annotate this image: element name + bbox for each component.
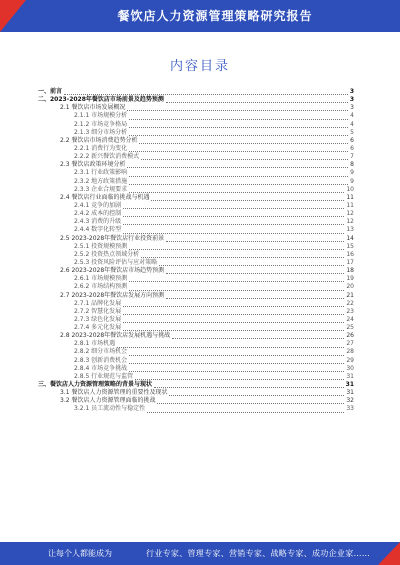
toc-entry-label: 2.4.2 成本的控制 bbox=[74, 210, 122, 218]
toc-leader-dots bbox=[123, 316, 344, 323]
toc-entry-page: 31 bbox=[346, 389, 354, 397]
toc-leader-dots bbox=[129, 178, 348, 185]
toc-entry-label: 2.7 2023-2028年餐饮店发展方向预测 bbox=[60, 291, 165, 299]
toc-entry[interactable] bbox=[38, 300, 354, 308]
toc-entry-label: 2.4.3 消费的升级 bbox=[74, 218, 122, 226]
toc-leader-dots bbox=[159, 259, 344, 266]
toc-entry-label: 一、前言 bbox=[38, 87, 63, 95]
toc-leader-dots bbox=[166, 267, 344, 274]
toc-entry-page: 20 bbox=[346, 283, 354, 291]
toc-leader-dots bbox=[123, 202, 344, 209]
toc-entry[interactable] bbox=[38, 129, 354, 137]
toc-entry-page: 13 bbox=[346, 226, 354, 234]
table-of-contents bbox=[38, 88, 354, 414]
toc-leader-dots bbox=[129, 365, 344, 372]
toc-entry-page: 24 bbox=[346, 315, 354, 323]
toc-entry[interactable] bbox=[38, 316, 354, 324]
toc-entry-label: 2.8.5 行业规范与监管 bbox=[74, 372, 134, 380]
toc-entry[interactable] bbox=[38, 373, 354, 381]
toc-leader-dots bbox=[123, 300, 344, 307]
toc-entry-page: 25 bbox=[346, 324, 354, 332]
toc-entry-page: 21 bbox=[346, 291, 354, 299]
toc-entry-page: 23 bbox=[346, 307, 354, 315]
toc-entry-page: 27 bbox=[346, 340, 354, 348]
toc-entry-page: 9 bbox=[350, 177, 354, 185]
toc-entry[interactable] bbox=[38, 121, 354, 129]
toc-entry[interactable] bbox=[38, 169, 354, 177]
toc-leader-dots bbox=[129, 243, 344, 250]
toc-entry[interactable] bbox=[38, 194, 354, 202]
toc-entry[interactable] bbox=[38, 186, 354, 194]
toc-entry-label: 2.2 餐饮店市场消费趋势分析 bbox=[60, 136, 138, 144]
header-red-accent bbox=[0, 0, 26, 32]
toc-entry-label: 2.4.4 数字化转型 bbox=[74, 226, 122, 234]
toc-entry[interactable] bbox=[38, 365, 354, 373]
toc-entry-label: 2.5 2023-2028年餐饮店行业投资前景 bbox=[60, 234, 165, 242]
toc-entry-page: 12 bbox=[346, 218, 354, 226]
toc-entry-label: 2.7.4 多元化发展 bbox=[74, 324, 122, 332]
toc-entry-page: 28 bbox=[346, 348, 354, 356]
toc-entry-page: 32 bbox=[346, 397, 354, 405]
footer-roles: 行业专家、管理专家、营销专家、战略专家、成功企业家…… bbox=[146, 549, 371, 558]
toc-entry-page: 8 bbox=[350, 161, 354, 169]
toc-entry-label: 2.1 餐饮店市场发展概况 bbox=[60, 104, 126, 112]
toc-entry-page: 30 bbox=[346, 364, 354, 372]
toc-entry-label: 二、2023-2028年餐饮店市场前景及趋势预测 bbox=[38, 96, 164, 104]
toc-entry-label: 2.8.3 创新消费机会 bbox=[74, 356, 128, 364]
toc-leader-dots bbox=[147, 406, 344, 413]
toc-entry-label: 2.6.2 市场结构预测 bbox=[74, 283, 128, 291]
toc-leader-dots bbox=[157, 397, 344, 404]
toc-entry-label: 2.7.3 绿色化发展 bbox=[74, 315, 122, 323]
toc-leader-dots bbox=[129, 113, 348, 120]
toc-entry[interactable] bbox=[38, 267, 354, 275]
toc-entry[interactable] bbox=[38, 226, 354, 234]
toc-leader-dots bbox=[166, 235, 344, 242]
toc-leader-dots bbox=[123, 308, 344, 315]
toc-entry[interactable] bbox=[38, 137, 354, 145]
toc-entry-page: 31 bbox=[346, 372, 354, 380]
toc-leader-dots bbox=[141, 153, 348, 160]
footer-bar bbox=[0, 542, 400, 565]
toc-leader-dots bbox=[129, 357, 344, 364]
toc-entry[interactable] bbox=[38, 259, 354, 267]
toc-entry-label: 2.3.1 行业政策影响 bbox=[74, 169, 128, 177]
toc-entry[interactable] bbox=[38, 88, 354, 96]
toc-entry-page: 33 bbox=[346, 405, 354, 413]
toc-entry[interactable] bbox=[38, 308, 354, 316]
toc-entry-label: 2.8.4 市场竞争挑战 bbox=[74, 364, 128, 372]
toc-entry-label: 2.8 2023-2028年餐饮店发展机遇与挑战 bbox=[60, 332, 171, 340]
toc-entry-label: 2.5.3 投资风险评估与应对策略 bbox=[74, 258, 158, 266]
toc-leader-dots bbox=[172, 332, 344, 339]
toc-entry-page: 3 bbox=[349, 96, 354, 104]
toc-entry-label: 2.5.2 投资热点领域分析 bbox=[74, 250, 140, 258]
toc-entry-page: 26 bbox=[346, 332, 354, 340]
toc-entry[interactable] bbox=[38, 178, 354, 186]
toc-leader-dots bbox=[129, 275, 344, 282]
toc-entry-page: 19 bbox=[346, 275, 354, 283]
toc-leader-dots bbox=[123, 210, 344, 217]
toc-leader-dots bbox=[129, 129, 348, 136]
toc-heading: 内容目录 bbox=[169, 59, 230, 74]
header-bar bbox=[0, 0, 400, 32]
toc-leader-dots bbox=[151, 194, 344, 201]
toc-leader-dots bbox=[169, 389, 344, 396]
toc-entry-label: 2.6.1 市场规模预测 bbox=[74, 275, 128, 283]
toc-entry-label: 2.5.1 投资规模预测 bbox=[74, 242, 128, 250]
toc-leader-dots bbox=[154, 381, 344, 388]
toc-leader-dots bbox=[166, 96, 348, 103]
toc-entry-page: 11 bbox=[346, 201, 354, 209]
toc-entry-label: 2.8.2 细分市场机会 bbox=[74, 348, 128, 356]
toc-entry-label: 2.8.1 市场机遇 bbox=[74, 340, 116, 348]
toc-entry-page: 16 bbox=[346, 250, 354, 258]
toc-entry-page: 18 bbox=[346, 267, 354, 275]
toc-leader-dots bbox=[123, 324, 344, 331]
toc-leader-dots bbox=[64, 88, 348, 95]
toc-entry-page: 4 bbox=[350, 120, 354, 128]
toc-entry-label: 2.3.2 地方政策措施 bbox=[74, 177, 128, 185]
toc-entry-label: 2.7.1 品牌化发展 bbox=[74, 299, 122, 307]
toc-entry-label: 3.2.1 员工流动性与稳定性 bbox=[74, 405, 146, 413]
toc-entry-label: 2.6 2023-2028年餐饮店市场趋势预测 bbox=[60, 267, 165, 275]
toc-entry[interactable] bbox=[38, 202, 354, 210]
toc-leader-dots bbox=[123, 218, 344, 225]
toc-entry-label: 2.4.1 竞争的加剧 bbox=[74, 201, 122, 209]
toc-entry-page: 6 bbox=[350, 144, 354, 152]
toc-entry[interactable] bbox=[38, 235, 354, 243]
toc-leader-dots bbox=[129, 284, 344, 291]
toc-entry-page: 29 bbox=[346, 356, 354, 364]
toc-entry[interactable] bbox=[38, 251, 354, 259]
toc-entry-page: 6 bbox=[350, 136, 354, 144]
toc-entry-label: 2.3.3 企业合规要求 bbox=[74, 185, 128, 193]
toc-entry[interactable] bbox=[38, 381, 354, 389]
toc-entry-page: 10 bbox=[346, 185, 354, 193]
toc-entry-label: 3.2 餐饮店人力资源管理面临的挑战 bbox=[60, 397, 156, 405]
toc-entry-label: 2.4 餐饮店行业面临的挑战与机遇 bbox=[60, 193, 150, 201]
toc-leader-dots bbox=[129, 170, 348, 177]
toc-leader-dots bbox=[166, 292, 344, 299]
footer-slogan: 让每个人都能成为 bbox=[48, 549, 112, 558]
toc-entry-label: 2.1.3 细分市场分析 bbox=[74, 128, 128, 136]
toc-entry[interactable] bbox=[38, 112, 354, 120]
toc-entry-label: 2.7.2 智慧化发展 bbox=[74, 307, 122, 315]
toc-leader-dots bbox=[129, 349, 344, 356]
toc-entry-page: 3 bbox=[350, 104, 354, 112]
toc-entry-page: 12 bbox=[346, 210, 354, 218]
toc-entry-label: 2.2.2 新兴餐饮消费模式 bbox=[74, 153, 140, 161]
toc-entry-page: 7 bbox=[350, 153, 354, 161]
toc-entry-label: 3.1 餐饮店人力资源管理的重要性及现状 bbox=[60, 389, 168, 397]
toc-leader-dots bbox=[129, 121, 348, 128]
toc-entry-page: 31 bbox=[345, 381, 354, 389]
toc-entry-label: 2.2.1 消费行为变化 bbox=[74, 144, 128, 152]
toc-entry-label: 2.1.2 市场竞争格局 bbox=[74, 120, 128, 128]
toc-leader-dots bbox=[129, 186, 344, 193]
toc-leader-dots bbox=[117, 341, 344, 348]
footer-red-accent bbox=[378, 542, 400, 565]
toc-entry-page: 15 bbox=[346, 242, 354, 250]
toc-entry[interactable] bbox=[38, 283, 354, 291]
toc-leader-dots bbox=[135, 373, 344, 380]
document-title: 餐饮店人力资源管理策略研究报告 bbox=[117, 9, 313, 23]
toc-leader-dots bbox=[127, 161, 348, 168]
toc-entry-page: 17 bbox=[346, 258, 354, 266]
toc-entry[interactable] bbox=[38, 357, 354, 365]
toc-entry-page: 3 bbox=[349, 87, 354, 95]
toc-entry[interactable] bbox=[38, 324, 354, 332]
toc-entry-page: 4 bbox=[350, 112, 354, 120]
toc-leader-dots bbox=[129, 145, 348, 152]
toc-leader-dots bbox=[127, 104, 348, 111]
toc-entry-label: 三、餐饮店人力资源管理策略的背景与现状 bbox=[38, 381, 153, 389]
toc-entry[interactable] bbox=[38, 243, 354, 251]
toc-entry[interactable] bbox=[38, 405, 354, 413]
toc-entry-label: 2.3 餐饮店政策环境分析 bbox=[60, 161, 126, 169]
toc-leader-dots bbox=[123, 227, 344, 234]
toc-entry-page: 14 bbox=[346, 234, 354, 242]
toc-entry-label: 2.1.1 市场规模分析 bbox=[74, 112, 128, 120]
toc-leader-dots bbox=[141, 251, 344, 258]
toc-entry-page: 5 bbox=[350, 128, 354, 136]
toc-entry[interactable] bbox=[38, 292, 354, 300]
toc-entry-page: 22 bbox=[346, 299, 354, 307]
toc-entry[interactable] bbox=[38, 349, 354, 357]
toc-leader-dots bbox=[139, 137, 348, 144]
toc-entry-page: 9 bbox=[350, 169, 354, 177]
toc-entry[interactable] bbox=[38, 145, 354, 153]
toc-entry-page: 11 bbox=[346, 193, 354, 201]
